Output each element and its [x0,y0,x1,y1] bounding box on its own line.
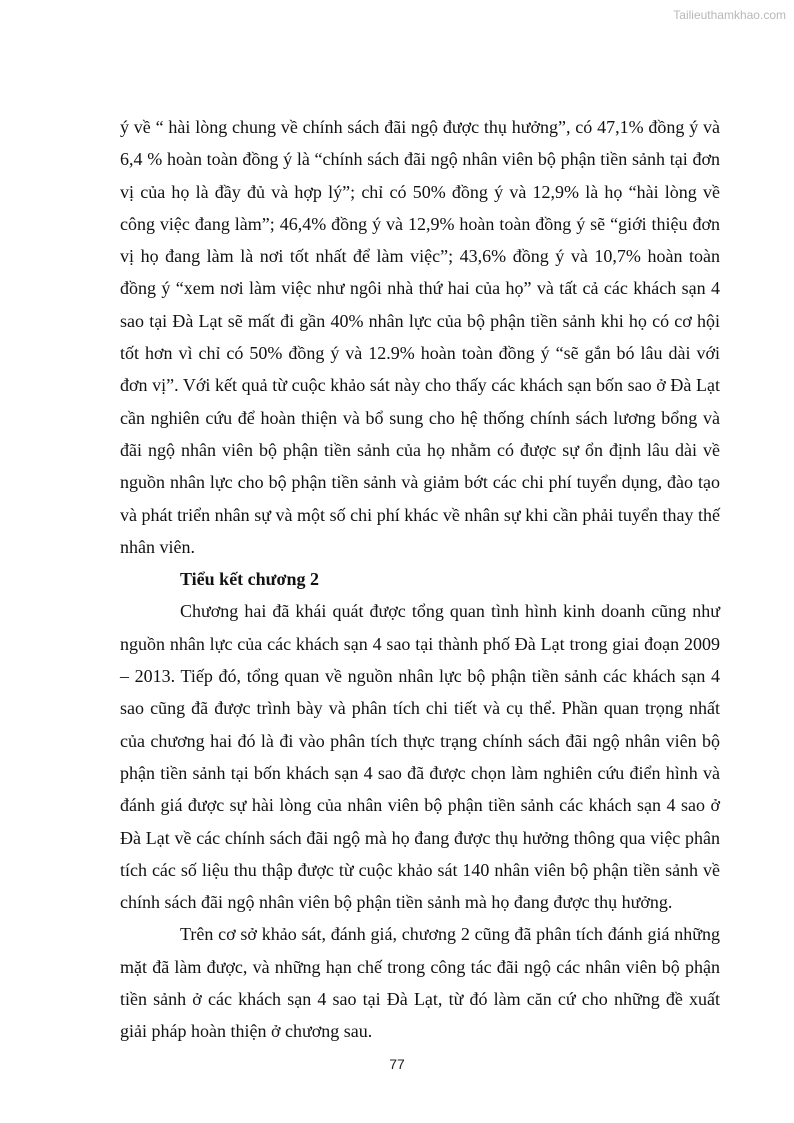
watermark: Tailieuthamkhao.com [673,8,786,22]
page-number: 77 [389,1056,405,1072]
paragraph-intro: ý về “ hài lòng chung về chính sách đãi ngộ được thụ hưởng”, có 47,1% đồng ý và 6,4 % hoàn toàn đồng ý là “chính sách đãi ngộ nhân viên bộ phận tiền sảnh tại đơn vị của họ là đầy đủ và hợp lý”; chỉ có 50% đồng ý và 12,9% là họ “hài lòng về công việc đang làm”; 46,4% đồng ý và 12,9% hoàn toàn đồng ý sẽ “giới thiệu đơn vị họ đang làm là nơi tốt nhất để làm việc”; 43,6% đồng ý và 10,7% hoàn toàn đồng ý “xem nơi làm việc như ngôi nhà thứ hai của họ” và tất cả các khách sạn 4 sao tại Đà Lạt sẽ mất đi gần 40% nhân lực của bộ phận tiền sảnh khi họ có cơ hội tốt hơn vì chỉ có 50% đồng ý và 12.9% hoàn toàn đồng ý “sẽ gắn bó lâu dài với đơn vị”. Với kết quả từ cuộc khảo sát này cho thấy các khách sạn bốn sao ở Đà Lạt cần nghiên cứu để hoàn thiện và bổ sung cho hệ thống chính sách lương bổng và đãi ngộ nhân viên bộ phận tiền sảnh của họ nhằm có được sự ổn định lâu dài về nguồn nhân lực cho bộ phận tiền sảnh và giảm bớt các chi phí tuyển dụng, đào tạo và phát triển nhân sự và một số chi phí khác về nhân sự khi cần phải tuyển thay thế nhân viên. [120,117,720,557]
section-heading: Tiểu kết chương 2 [180,569,319,590]
paragraph-summary: Chương hai đã khái quát được tổng quan tình hình kinh doanh cũng như nguồn nhân lực của các khách sạn 4 sao tại thành phố Đà Lạt trong giai đoạn 2009 – 2013. Tiếp đó, tổng quan về nguồn nhân lực bộ phận tiền sảnh các khách sạn 4 sao cũng đã được trình bày và phân tích chi tiết và cụ thể. Phần quan trọng nhất của chương hai đó là đi vào phân tích thực trạng chính sách đãi ngộ nhân viên bộ phận tiền sảnh tại bốn khách sạn 4 sao đã được chọn làm nghiên cứu điển hình và đánh giá được sự hài lòng của nhân viên bộ phận tiền sảnh các khách sạn 4 sao ở Đà Lạt về các chính sách đãi ngộ mà họ đang được thụ hưởng thông qua việc phân tích các số liệu thu thập được từ cuộc khảo sát 140 nhân viên bộ phận tiền sảnh về chính sách đãi ngộ nhân viên bộ phận tiền sảnh mà họ đang được thụ hưởng. [120,601,720,913]
document-body [120,111,720,1048]
paragraph-conclusion: Trên cơ sở khảo sát, đánh giá, chương 2 cũng đã phân tích đánh giá những mặt đã làm được, và những hạn chế trong công tác đãi ngộ các nhân viên bộ phận tiền sảnh ở các khách sạn 4 sao tại Đà Lạt, từ đó làm căn cứ cho những đề xuất giải pháp hoàn thiện ở chương sau. [120,924,720,1042]
